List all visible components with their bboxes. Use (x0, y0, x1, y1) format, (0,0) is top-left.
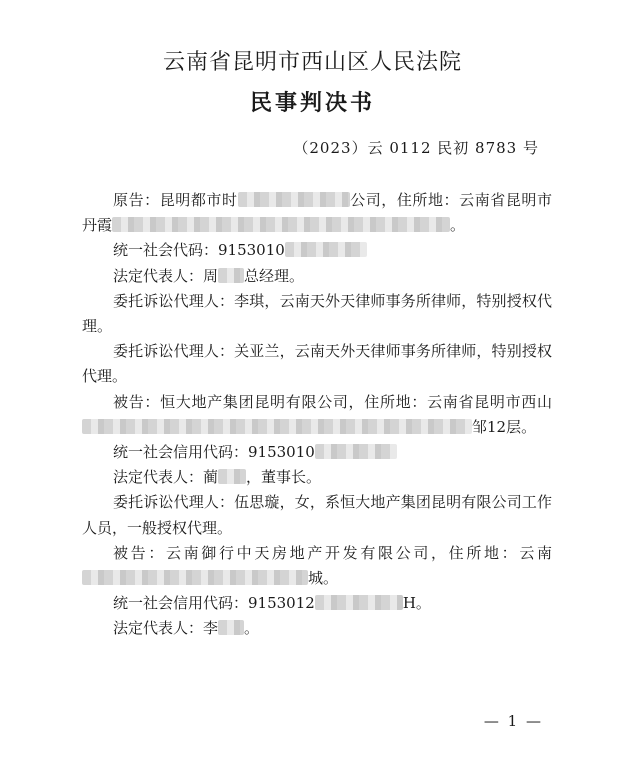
party-paragraph (82, 591, 552, 616)
redaction-mask (82, 419, 472, 434)
party-text: 法定代表人：周 (113, 266, 219, 285)
party-text: 。 (244, 619, 260, 638)
party-text: 邹12层。 (472, 417, 537, 436)
party-text: 被告：恒大地产集团昆明有限公司，住所地：云南省昆明市西山 (113, 392, 552, 411)
party-paragraph (82, 188, 552, 238)
party-paragraph (82, 238, 552, 263)
party-text: 统一社会信用代码：9153010 (113, 443, 315, 462)
redaction-mask (218, 268, 244, 283)
party-text: 被告：云南御行中天房地产开发有限公司，住所地：云南 (113, 543, 552, 562)
court-name: 云南省昆明市西山区人民法院 (162, 50, 462, 75)
redaction-mask (82, 570, 308, 585)
redaction-mask (218, 469, 246, 484)
party-text: 原告：昆明都市时 (113, 191, 238, 209)
party-text: 法定代表人：蔺 (113, 468, 219, 487)
party-paragraph (82, 541, 552, 591)
document-type: 民事判决书 (249, 90, 375, 116)
party-paragraph (82, 440, 552, 465)
party-text: 法定代表人：李 (113, 619, 219, 638)
party-text: 统一社会代码：9153010 (113, 241, 285, 260)
party-paragraph (82, 490, 552, 540)
party-text: H。 (402, 594, 431, 613)
party-paragraph (82, 264, 552, 289)
party-paragraph (82, 390, 552, 440)
party-text: 总经理。 (244, 266, 305, 285)
party-text: 统一社会信用代码：9153012 (113, 594, 315, 613)
party-text: 委托诉讼代理人：伍思璇，女，系恒大地产集团昆明有限公司工作人员，一般授权代理。 (82, 493, 552, 537)
party-text: 公司，住所地：云南省昆明市丹霞 (82, 191, 552, 235)
redaction-mask (112, 217, 450, 232)
party-paragraph (82, 465, 552, 490)
party-paragraph (82, 289, 552, 339)
page-number: — 1 — (483, 712, 543, 730)
party-paragraph (82, 339, 552, 389)
redaction-mask (218, 620, 244, 635)
party-text: ，董事长。 (246, 468, 322, 487)
party-text: 委托诉讼代理人：李琪，云南天外天律师事务所律师，特别授权代理。 (82, 291, 552, 336)
party-text: 城。 (308, 569, 339, 588)
party-paragraph (82, 616, 552, 641)
party-text: 。 (450, 216, 466, 235)
redaction-mask (315, 444, 397, 459)
redaction-mask (285, 242, 367, 257)
party-info (82, 188, 552, 642)
redaction-mask (238, 192, 350, 207)
case-number: （2023）云 0112 民初 8783 号 (293, 139, 539, 157)
party-text: 委托诉讼代理人：关亚兰，云南天外天律师事务所律师，特别授权代理。 (82, 342, 552, 386)
redaction-mask (315, 595, 403, 610)
